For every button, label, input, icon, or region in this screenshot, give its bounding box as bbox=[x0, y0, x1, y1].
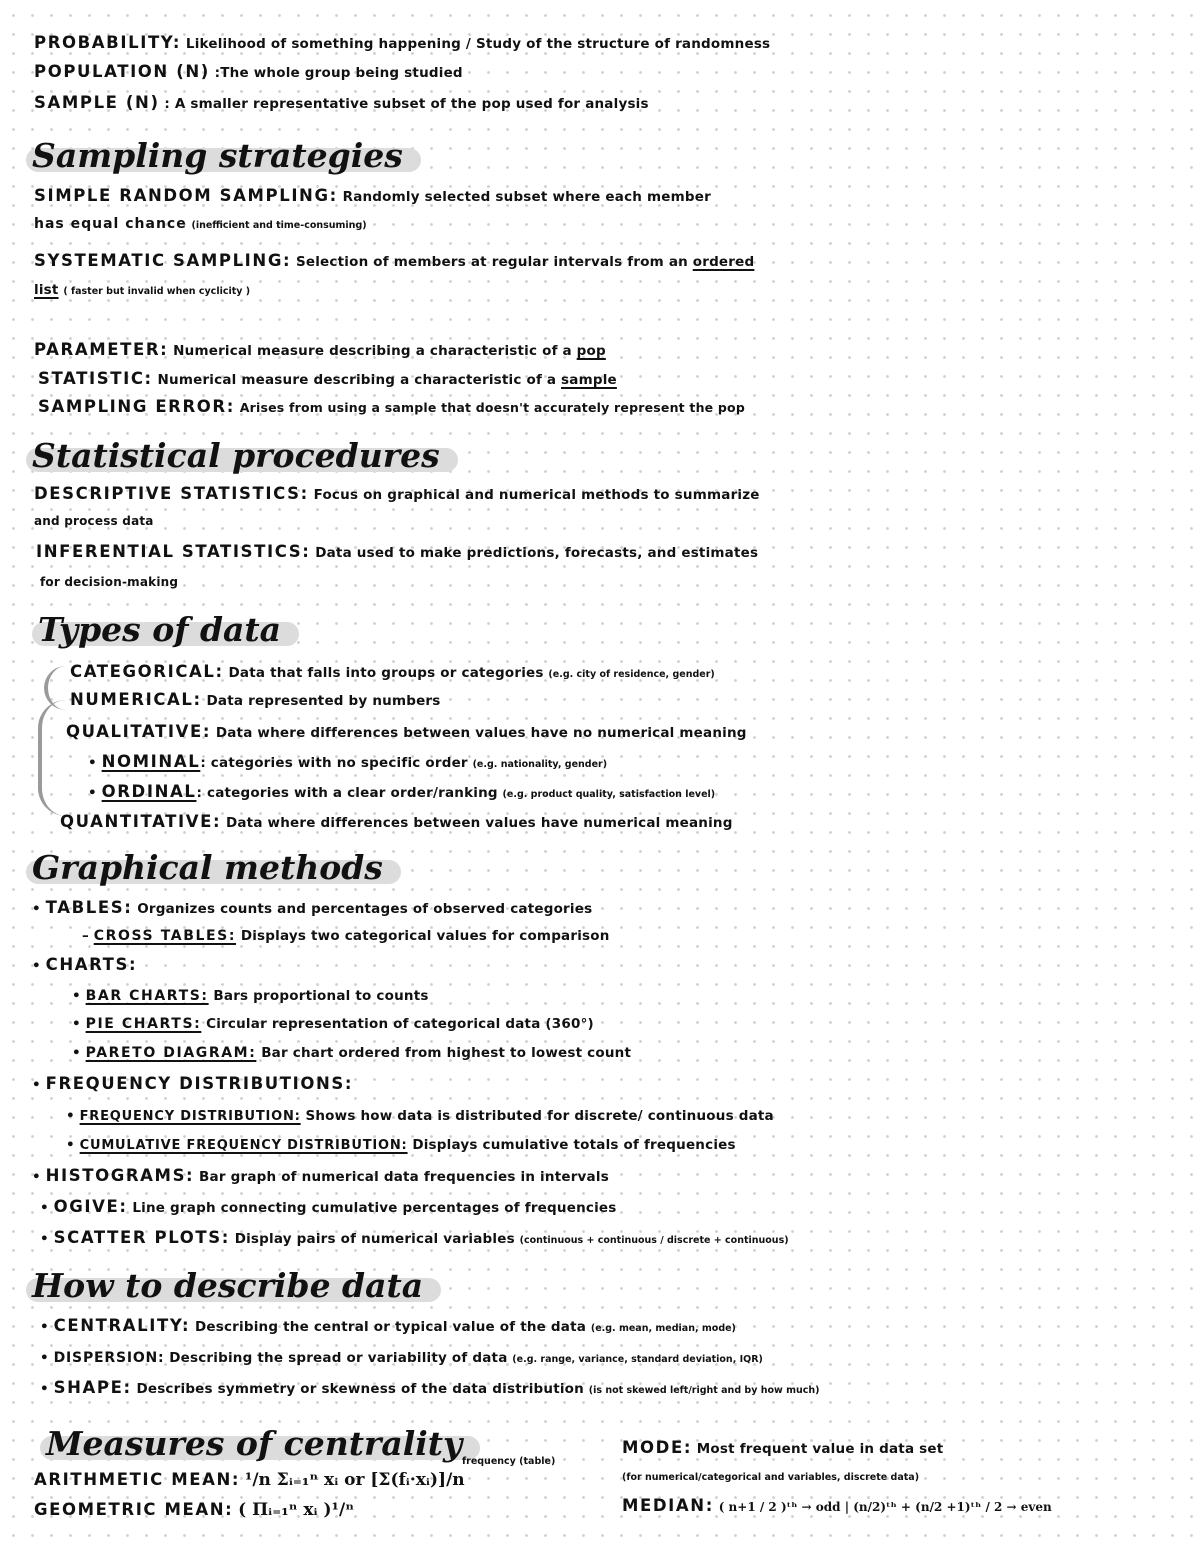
bullet-icon: • bbox=[32, 1169, 41, 1185]
term-label: CHARTS: bbox=[45, 955, 138, 974]
definition-text: Displays cumulative totals of frequencies bbox=[412, 1137, 736, 1153]
note-text: (e.g. product quality, satisfaction level) bbox=[502, 789, 716, 800]
definition-text: Bar graph of numerical data frequencies in intervals bbox=[199, 1169, 609, 1185]
population-definition bbox=[34, 62, 463, 83]
term-label: HISTOGRAMS: bbox=[45, 1166, 195, 1185]
term-label: CUMULATIVE FREQUENCY DISTRIBUTION: bbox=[79, 1138, 408, 1153]
cross-tables-item bbox=[82, 925, 610, 946]
definition-text: and process data bbox=[34, 514, 154, 528]
definition-text: Likelihood of something happening / Study of the structure of randomness bbox=[185, 36, 771, 52]
bar-charts-item bbox=[72, 985, 429, 1006]
bullet-icon: • bbox=[40, 1381, 49, 1397]
pie-charts-item bbox=[72, 1013, 594, 1034]
definition-text: Describing the spread or variability of data bbox=[169, 1350, 508, 1366]
term-label: CATEGORICAL: bbox=[70, 662, 224, 681]
arithmetic-mean bbox=[34, 1470, 465, 1490]
formula-text: ( n+1 / 2 )ᵗʰ → odd | (n/2)ᵗʰ + (n/2 +1)ᵗʰ / 2 → even bbox=[718, 1500, 1052, 1514]
frequency-table-note: frequency (table) bbox=[462, 1456, 556, 1467]
note-text: (inefficient and time-consuming) bbox=[191, 220, 367, 231]
term-label: SAMPLING ERROR: bbox=[38, 397, 235, 416]
definition-text: Arises from using a sample that doesn't accurately represent the pop bbox=[239, 400, 745, 415]
bullet-icon: • bbox=[72, 1016, 81, 1032]
bullet-icon: • bbox=[72, 988, 81, 1004]
bullet-icon: • bbox=[88, 785, 97, 801]
heading-statistical-procedures: Statistical procedures bbox=[26, 436, 458, 476]
definition-text: for decision-making bbox=[40, 575, 179, 589]
term-label: QUANTITATIVE: bbox=[60, 812, 222, 831]
term-label: STATISTIC: bbox=[38, 369, 153, 388]
definition-text: Describes symmetry or skewness of the data distribution bbox=[136, 1381, 584, 1397]
term-label: ARITHMETIC MEAN: bbox=[34, 1470, 241, 1489]
definition-text: Circular representation of categorical data (360°) bbox=[206, 1016, 594, 1032]
term-label: SAMPLE (N) bbox=[34, 93, 160, 112]
statistic-definition bbox=[38, 369, 617, 390]
definition-text: Data represented by numbers bbox=[206, 693, 441, 709]
note-text: (e.g. nationality, gender) bbox=[472, 759, 608, 770]
tables-item bbox=[32, 898, 592, 919]
inferential-statistics-cont bbox=[40, 571, 178, 592]
note-text: (for numerical/categorical and variables, discrete data) bbox=[622, 1472, 920, 1483]
term-label: FREQUENCY DISTRIBUTION: bbox=[79, 1109, 301, 1124]
term-label: PROBABILITY: bbox=[34, 33, 182, 52]
term-label: QUALITATIVE: bbox=[66, 722, 212, 741]
bullet-icon: • bbox=[40, 1200, 49, 1216]
term-label: OGIVE: bbox=[53, 1197, 128, 1216]
mode-definition bbox=[622, 1438, 943, 1459]
term-label: SCATTER PLOTS: bbox=[53, 1228, 230, 1247]
definition-text: Data used to make predictions, forecasts, and estimates bbox=[315, 545, 759, 561]
definition-text: Selection of members at regular intervals from an bbox=[295, 254, 688, 270]
sampling-error-definition bbox=[38, 397, 745, 418]
dash-icon: – bbox=[82, 928, 89, 944]
definition-text: Numerical measure describing a characteristic of a bbox=[173, 343, 572, 359]
categorical-definition bbox=[70, 662, 715, 685]
note-text: (e.g. mean, median, mode) bbox=[590, 1323, 736, 1334]
term-label: SIMPLE RANDOM SAMPLING: bbox=[34, 186, 338, 205]
note-text: ( faster but invalid when cyclicity ) bbox=[63, 286, 251, 297]
definition-text: Most frequent value in data set bbox=[696, 1441, 944, 1457]
bullet-icon: • bbox=[88, 755, 97, 771]
term-label: PARAMETER: bbox=[34, 340, 169, 359]
mode-note bbox=[622, 1465, 919, 1488]
centrality-item bbox=[40, 1316, 736, 1339]
pop-word: pop bbox=[576, 343, 606, 359]
term-label: BAR CHARTS: bbox=[85, 988, 209, 1004]
bullet-icon: • bbox=[40, 1350, 49, 1366]
bullet-icon: • bbox=[32, 958, 41, 974]
definition-text: has equal chance bbox=[34, 216, 187, 232]
bracket-qualitative-quantitative bbox=[38, 700, 66, 816]
histograms-item bbox=[32, 1166, 609, 1187]
definition-text: Shows how data is distributed for discrete/ continuous data bbox=[305, 1108, 774, 1124]
definition-text: Display pairs of numerical variables bbox=[234, 1231, 515, 1247]
definition-text: Line graph connecting cumulative percentages of frequencies bbox=[132, 1200, 617, 1216]
note-text: (e.g. city of residence, gender) bbox=[548, 669, 715, 680]
heading-graphical-methods: Graphical methods bbox=[26, 848, 401, 888]
probability-definition bbox=[34, 33, 770, 54]
term-label: FREQUENCY DISTRIBUTIONS: bbox=[45, 1074, 354, 1093]
bullet-icon: • bbox=[32, 1077, 41, 1093]
term-label: DESCRIPTIVE STATISTICS: bbox=[34, 484, 309, 503]
definition-text: : A smaller representative subset of the pop used for analysis bbox=[164, 96, 649, 112]
ordinal-definition bbox=[88, 782, 715, 805]
definition-text: Bar chart ordered from highest to lowest count bbox=[261, 1045, 632, 1061]
definition-text: Numerical measure describing a characteristic of a bbox=[157, 372, 557, 388]
definition-text: : categories with no specific order bbox=[200, 755, 468, 771]
quantitative-definition bbox=[60, 812, 733, 833]
definition-text: Randomly selected subset where each member bbox=[342, 189, 711, 205]
simple-random-sampling bbox=[34, 186, 711, 207]
note-text: (is not skewed left/right and by how much) bbox=[588, 1385, 820, 1396]
list-word: list bbox=[34, 282, 59, 298]
definition-text: : categories with a clear order/ranking bbox=[196, 785, 498, 801]
nominal-definition bbox=[88, 752, 607, 775]
definition-text: Describing the central or typical value of the data bbox=[194, 1319, 587, 1335]
ogive-item bbox=[40, 1197, 617, 1218]
descriptive-statistics-cont bbox=[34, 510, 154, 531]
bullet-icon: • bbox=[66, 1108, 75, 1124]
term-label: POPULATION (N) bbox=[34, 62, 210, 81]
formula-text: ¹/n Σᵢ₌₁ⁿ xᵢ or [Σ(fᵢ·xᵢ)]/n bbox=[244, 1470, 465, 1490]
simple-random-sampling-cont bbox=[34, 213, 367, 236]
frequency-distribution-item bbox=[66, 1105, 774, 1127]
heading-measures-of-centrality: Measures of centrality bbox=[40, 1424, 480, 1464]
term-label: DISPERSION: bbox=[53, 1350, 165, 1366]
definition-text: Focus on graphical and numerical methods to summarize bbox=[313, 487, 760, 503]
term-label: NOMINAL bbox=[101, 752, 201, 771]
definition-text: :The whole group being studied bbox=[214, 65, 463, 81]
dispersion-item bbox=[40, 1347, 763, 1370]
heading-sampling-strategies: Sampling strategies bbox=[26, 136, 421, 176]
heading-how-to-describe-data: How to describe data bbox=[26, 1266, 441, 1306]
median-definition bbox=[622, 1496, 1052, 1517]
definition-text: Displays two categorical values for comparison bbox=[240, 928, 610, 944]
term-label: NUMERICAL: bbox=[70, 690, 202, 709]
pareto-diagram-item bbox=[72, 1042, 631, 1063]
term-label: PARETO DIAGRAM: bbox=[85, 1045, 257, 1061]
ordered-word: ordered bbox=[692, 254, 755, 270]
term-label: PIE CHARTS: bbox=[85, 1016, 202, 1032]
term-label: MEDIAN: bbox=[622, 1496, 714, 1515]
charts-item bbox=[32, 955, 137, 976]
note-text: (e.g. range, variance, standard deviation, IQR) bbox=[512, 1354, 763, 1365]
term-label: ORDINAL bbox=[101, 782, 197, 801]
inferential-statistics bbox=[36, 542, 758, 563]
cumulative-frequency-item bbox=[66, 1134, 736, 1156]
geometric-mean bbox=[34, 1500, 354, 1520]
definition-text: Data where differences between values have numerical meaning bbox=[225, 815, 733, 831]
formula-text: ( Πᵢ₌₁ⁿ xᵢ )¹/ⁿ bbox=[238, 1500, 355, 1520]
definition-text: Organizes counts and percentages of observed categories bbox=[137, 901, 593, 917]
term-label: GEOMETRIC MEAN: bbox=[34, 1500, 234, 1519]
definition-text: Data that falls into groups or categories bbox=[228, 665, 544, 681]
heading-types-of-data: Types of data bbox=[32, 610, 299, 650]
note-text: (continuous + continuous / discrete + continuous) bbox=[519, 1235, 789, 1246]
bullet-icon: • bbox=[66, 1137, 75, 1153]
shape-item bbox=[40, 1378, 820, 1401]
definition-text: Bars proportional to counts bbox=[213, 988, 429, 1004]
bullet-icon: • bbox=[40, 1231, 49, 1247]
definition-text: Data where differences between values have no numerical meaning bbox=[215, 725, 747, 741]
systematic-sampling-cont bbox=[34, 279, 250, 302]
sample-word: sample bbox=[561, 372, 617, 388]
term-label: CROSS TABLES: bbox=[93, 928, 237, 944]
frequency-distributions-item bbox=[32, 1074, 353, 1095]
bullet-icon: • bbox=[72, 1045, 81, 1061]
term-label: CENTRALITY: bbox=[53, 1316, 191, 1335]
term-label: SYSTEMATIC SAMPLING: bbox=[34, 251, 292, 270]
term-label: TABLES: bbox=[45, 898, 133, 917]
numerical-definition bbox=[70, 690, 441, 711]
bullet-icon: • bbox=[32, 901, 41, 917]
term-label: SHAPE: bbox=[53, 1378, 132, 1397]
term-label: MODE: bbox=[622, 1438, 693, 1457]
scatter-plots-item bbox=[40, 1228, 789, 1251]
bullet-icon: • bbox=[40, 1319, 49, 1335]
parameter-definition bbox=[34, 340, 606, 361]
descriptive-statistics bbox=[34, 484, 760, 505]
systematic-sampling bbox=[34, 251, 754, 272]
sample-definition bbox=[34, 93, 649, 114]
term-label: INFERENTIAL STATISTICS: bbox=[36, 542, 311, 561]
qualitative-definition bbox=[66, 722, 747, 743]
